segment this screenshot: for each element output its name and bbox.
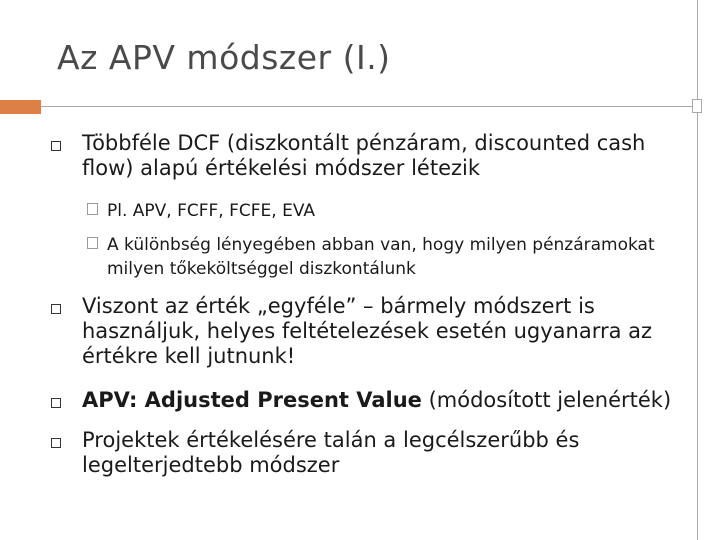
right-edge-box [692, 99, 702, 113]
bullet-item: Többféle DCF (diszkontált pénzáram, discounted cash flow) alapú értékelési módszer létezik [82, 131, 646, 180]
square-outline-icon [51, 438, 61, 448]
slide-title: Az APV módszer (I.) [57, 38, 391, 77]
square-outline-icon [51, 304, 61, 314]
square-outline-icon [51, 141, 61, 151]
divider-accent [0, 100, 41, 114]
sub-bullet-item: A különbség lényegében abban van, hogy milyen pénzáramokat milyen tőkeköltséggel diszkontálunk [107, 235, 655, 279]
right-edge-bar [697, 0, 698, 540]
bullet-bold-term: APV: Adjusted Present Value [82, 388, 422, 412]
title-divider [0, 106, 697, 107]
square-outline-icon [87, 203, 98, 215]
square-outline-icon [51, 398, 61, 408]
bullet-item: Viszont az érték „egyféle” – bármely módszert is használjuk, helyes feltételezések esetén ugyanarra az értékre kell jutnunk! [82, 294, 653, 368]
bullet-item [82, 388, 682, 413]
bullet-rest: (módosított jelenérték) [421, 388, 672, 412]
sub-bullet-item: Pl. APV, FCFF, FCFE, EVA [107, 201, 316, 221]
bullet-item: Projektek értékelésére talán a legcélszerűbb és legelterjedtebb módszer [82, 428, 580, 477]
square-outline-icon [87, 237, 98, 249]
